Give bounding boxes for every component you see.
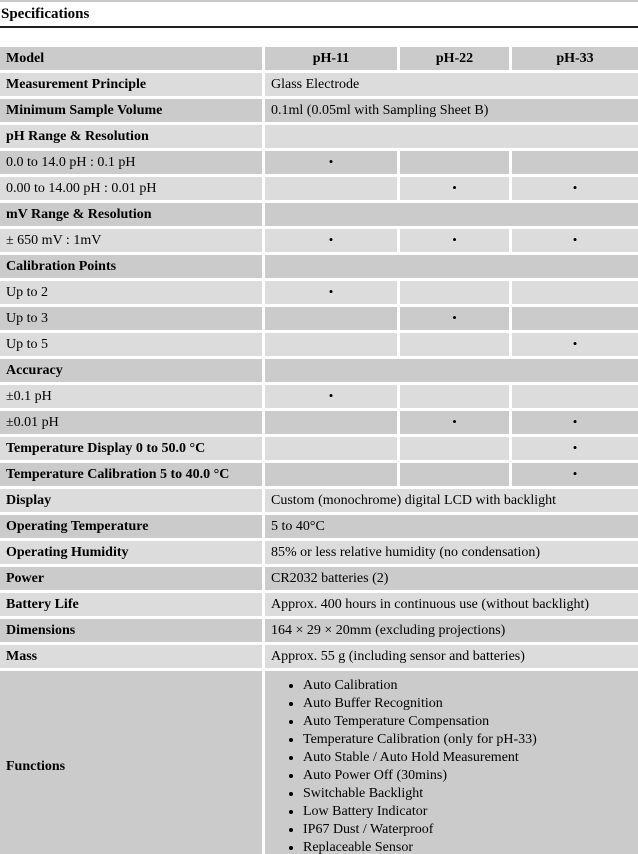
spec-row bbox=[0, 567, 638, 590]
spec-row bbox=[0, 73, 638, 96]
spec-label-cell: Display bbox=[0, 489, 262, 512]
dot-cell-pH-22 bbox=[400, 411, 509, 434]
spec-label-cell: Battery Life bbox=[0, 593, 262, 616]
spec-value-cell: Approx. 400 hours in continuous use (without backlight) bbox=[265, 593, 638, 616]
dot-marker: • bbox=[328, 232, 334, 248]
spec-label-cell: 0.00 to 14.00 pH : 0.01 pH bbox=[0, 177, 262, 200]
dot-marker: • bbox=[328, 284, 334, 300]
dot-cell-pH-33 bbox=[512, 385, 638, 408]
dot-cell-pH-22 bbox=[400, 463, 509, 486]
dot-cell-pH-22 bbox=[400, 229, 509, 252]
spec-header-row bbox=[0, 47, 638, 70]
spec-label-cell: Power bbox=[0, 567, 262, 590]
spec-row bbox=[0, 203, 638, 226]
dot-cell-pH-11 bbox=[265, 411, 397, 434]
spec-row bbox=[0, 619, 638, 642]
dot-cell-pH-11 bbox=[265, 463, 397, 486]
dot-cell-pH-11 bbox=[265, 229, 397, 252]
spec-label-cell: ± 650 mV : 1mV bbox=[0, 229, 262, 252]
dot-cell-pH-33 bbox=[512, 177, 638, 200]
spec-label-cell: Operating Humidity bbox=[0, 541, 262, 564]
spec-row bbox=[0, 229, 638, 252]
section-spacer-cell bbox=[265, 255, 638, 278]
spec-value-cell: CR2032 batteries (2) bbox=[265, 567, 638, 590]
functions-list-item: • Replaceable Sensor bbox=[303, 839, 632, 854]
dot-cell-pH-22 bbox=[400, 177, 509, 200]
spec-label-cell: Mass bbox=[0, 645, 262, 668]
spec-label-cell: Operating Temperature bbox=[0, 515, 262, 538]
spec-value-cell: 85% or less relative humidity (no condensation) bbox=[265, 541, 638, 564]
dot-cell-pH-22 bbox=[400, 333, 509, 356]
dot-marker: • bbox=[328, 388, 334, 404]
spec-row bbox=[0, 125, 638, 148]
functions-list-item: • Auto Buffer Recognition bbox=[303, 695, 632, 713]
spec-row bbox=[0, 255, 638, 278]
spec-label-cell: Accuracy bbox=[0, 359, 262, 382]
spec-label-cell: 0.0 to 14.0 pH : 0.1 pH bbox=[0, 151, 262, 174]
dot-cell-pH-11 bbox=[265, 307, 397, 330]
spec-row bbox=[0, 411, 638, 434]
section-spacer-cell bbox=[265, 203, 638, 226]
dot-cell-pH-11 bbox=[265, 333, 397, 356]
spec-table bbox=[0, 44, 638, 854]
dot-cell-pH-11 bbox=[265, 151, 397, 174]
dot-cell-pH-33 bbox=[512, 333, 638, 356]
section-spacer-cell bbox=[265, 125, 638, 148]
functions-value-cell bbox=[265, 671, 638, 854]
section-spacer-cell bbox=[265, 359, 638, 382]
model-header-cell-pH-11: pH-11 bbox=[265, 47, 397, 70]
spec-row bbox=[0, 281, 638, 304]
functions-list-item: • Auto Stable / Auto Hold Measurement bbox=[303, 749, 632, 767]
dot-marker: • bbox=[452, 180, 457, 196]
spec-row bbox=[0, 463, 638, 486]
spec-label-cell: Temperature Calibration 5 to 40.0 °C bbox=[0, 463, 262, 486]
spec-value-cell: Approx. 55 g (including sensor and batteries) bbox=[265, 645, 638, 668]
dot-cell-pH-22 bbox=[400, 151, 509, 174]
spec-row bbox=[0, 671, 638, 854]
dot-marker: • bbox=[452, 232, 457, 248]
dot-marker: • bbox=[572, 466, 578, 482]
spec-table-body bbox=[0, 47, 638, 854]
dot-cell-pH-11 bbox=[265, 437, 397, 460]
dot-cell-pH-11 bbox=[265, 177, 397, 200]
spec-row bbox=[0, 515, 638, 538]
dot-cell-pH-22 bbox=[400, 437, 509, 460]
functions-list-item: • Auto Temperature Compensation bbox=[303, 713, 632, 731]
functions-list-item: • Auto Power Off (30mins) bbox=[303, 767, 632, 785]
functions-list bbox=[271, 677, 632, 854]
functions-list-item: • IP67 Dust / Waterproof bbox=[303, 821, 632, 839]
dot-marker: • bbox=[572, 336, 578, 352]
spec-label-cell: Measurement Principle bbox=[0, 73, 262, 96]
functions-list-item: • Low Battery Indicator bbox=[303, 803, 632, 821]
spec-row bbox=[0, 359, 638, 382]
dot-marker: • bbox=[452, 310, 457, 326]
dot-cell-pH-22 bbox=[400, 307, 509, 330]
dot-marker: • bbox=[572, 232, 578, 248]
spec-value-cell: 164 × 29 × 20mm (excluding projections) bbox=[265, 619, 638, 642]
dot-cell-pH-33 bbox=[512, 411, 638, 434]
spec-label-cell: Calibration Points bbox=[0, 255, 262, 278]
spec-row bbox=[0, 307, 638, 330]
dot-cell-pH-11 bbox=[265, 385, 397, 408]
spec-label-cell: ±0.01 pH bbox=[0, 411, 262, 434]
spec-row bbox=[0, 593, 638, 616]
dot-marker: • bbox=[328, 154, 334, 170]
spec-label-cell: pH Range & Resolution bbox=[0, 125, 262, 148]
page-title: Specifications bbox=[0, 2, 638, 28]
spec-label-cell: Temperature Display 0 to 50.0 °C bbox=[0, 437, 262, 460]
spec-row bbox=[0, 541, 638, 564]
spec-row bbox=[0, 333, 638, 356]
functions-list-item: • Switchable Backlight bbox=[303, 785, 632, 803]
dot-marker: • bbox=[452, 414, 457, 430]
dot-cell-pH-22 bbox=[400, 281, 509, 304]
dot-marker: • bbox=[572, 180, 578, 196]
spec-label-cell: Functions bbox=[0, 671, 262, 854]
spec-row bbox=[0, 437, 638, 460]
functions-list-item: • Temperature Calibration (only for pH-33) bbox=[303, 731, 632, 749]
dot-cell-pH-33 bbox=[512, 151, 638, 174]
model-header-cell-pH-33: pH-33 bbox=[512, 47, 638, 70]
spec-value-cell: Glass Electrode bbox=[265, 73, 638, 96]
model-header-cell-pH-22: pH-22 bbox=[400, 47, 509, 70]
dot-cell-pH-33 bbox=[512, 463, 638, 486]
functions-list-item: • Auto Calibration bbox=[303, 677, 632, 695]
spec-row bbox=[0, 151, 638, 174]
model-header-label-cell: Model bbox=[0, 47, 262, 70]
spec-value-cell: 0.1ml (0.05ml with Sampling Sheet B) bbox=[265, 99, 638, 122]
spec-label-cell: Up to 5 bbox=[0, 333, 262, 356]
spec-label-cell: Up to 3 bbox=[0, 307, 262, 330]
dot-cell-pH-33 bbox=[512, 229, 638, 252]
dot-cell-pH-22 bbox=[400, 385, 509, 408]
spec-row bbox=[0, 385, 638, 408]
dot-cell-pH-33 bbox=[512, 437, 638, 460]
spec-row bbox=[0, 489, 638, 512]
dot-cell-pH-33 bbox=[512, 307, 638, 330]
dot-cell-pH-33 bbox=[512, 281, 638, 304]
spec-row bbox=[0, 99, 638, 122]
spec-value-cell: Custom (monochrome) digital LCD with backlight bbox=[265, 489, 638, 512]
spec-value-cell: 5 to 40°C bbox=[265, 515, 638, 538]
spec-label-cell: mV Range & Resolution bbox=[0, 203, 262, 226]
spec-label-cell: Up to 2 bbox=[0, 281, 262, 304]
dot-marker: • bbox=[572, 414, 578, 430]
dot-marker: • bbox=[572, 440, 578, 456]
spec-label-cell: Dimensions bbox=[0, 619, 262, 642]
spec-label-cell: Minimum Sample Volume bbox=[0, 99, 262, 122]
spec-row bbox=[0, 645, 638, 668]
spec-label-cell: ±0.1 pH bbox=[0, 385, 262, 408]
dot-cell-pH-11 bbox=[265, 281, 397, 304]
spec-row bbox=[0, 177, 638, 200]
